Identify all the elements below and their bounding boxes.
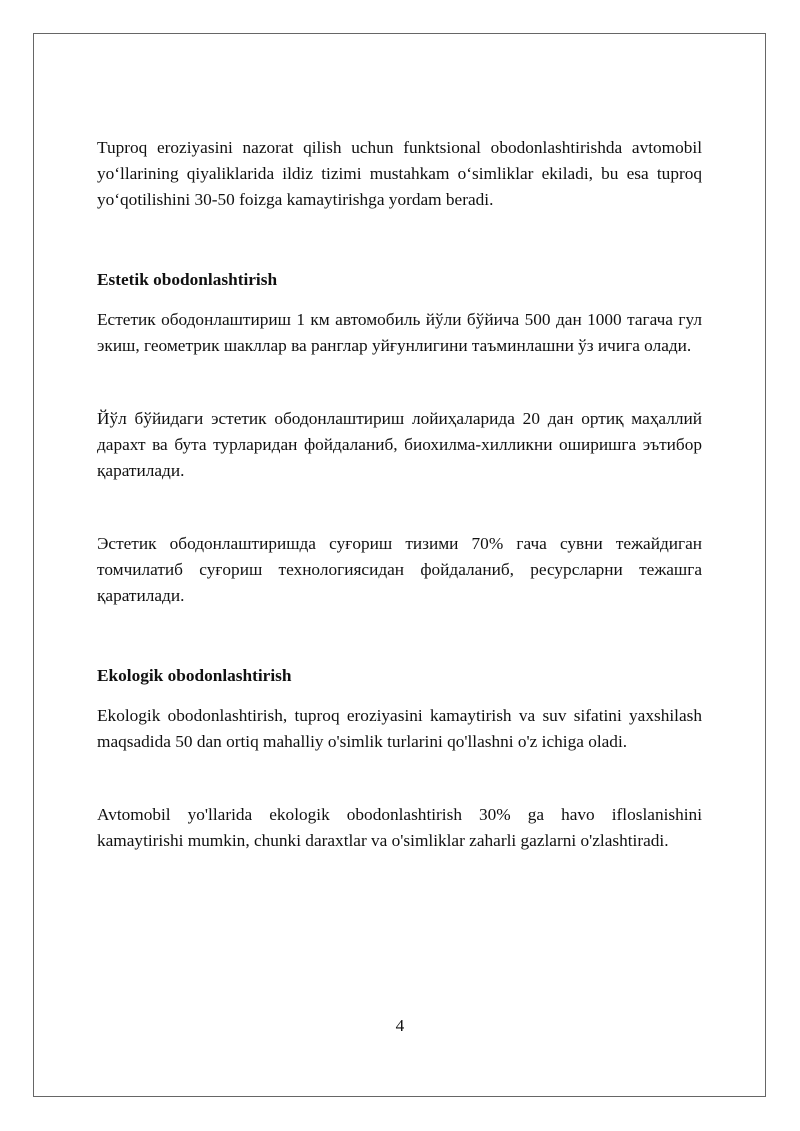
heading-aesthetic: Estetik obodonlashtirish — [97, 270, 278, 289]
paragraph-aesthetic-flowers: Естетик ободонлаштириш 1 км автомобиль йўли бўйича 500 дан 1000 тагача гул экиш, геометрик шакллар ва ранглар уйғунлигини таъминлашни ўз ичига олади. — [97, 310, 702, 355]
paragraph-ecological-species: Ekologik obodonlashtirish, tuproq eroziyasini kamaytirish va suv sifatini yaxshilash maqsadida 50 dan ortiq mahalliy o'simlik turlarini qo'llashni o'z ichiga oladi. — [97, 706, 702, 751]
document-body — [97, 135, 702, 854]
paragraph-ecological-air: Avtomobil yo'llarida ekologik obodonlashtirish 30% ga havo ifloslanishini kamaytirishi mumkin, chunki daraxtlar va o'simliklar zaharli gazlarni o'zlashtiradi. — [97, 805, 702, 850]
paragraph-aesthetic-irrigation: Эстетик ободонлаштиришда суғориш тизими 70% гача сувни тежайдиган томчилатиб суғориш технологиясидан фойдаланиб, ресурсларни тежашга қаратилади. — [97, 534, 702, 605]
page-number: 4 — [395, 1016, 405, 1035]
heading-ecological: Ekologik obodonlashtirish — [97, 666, 292, 685]
paragraph-erosion-control: Tuproq eroziyasini nazorat qilish uchun funktsional obodonlashtirishda avtomobil yo‘llarining qiyaliklarida ildiz tizimi mustahkam o‘simliklar ekiladi, bu esa tuproq yo‘qotilishini 30-50 foizga kamaytirishga yordam beradi. — [97, 138, 702, 209]
paragraph-aesthetic-biodiversity: Йўл бўйидаги эстетик ободонлаштириш лойиҳаларида 20 дан ортиқ маҳаллий дарахт ва бута турларидан фойдаланиб, биохилма-хилликни оширишга эътибор қаратилади. — [97, 409, 702, 480]
